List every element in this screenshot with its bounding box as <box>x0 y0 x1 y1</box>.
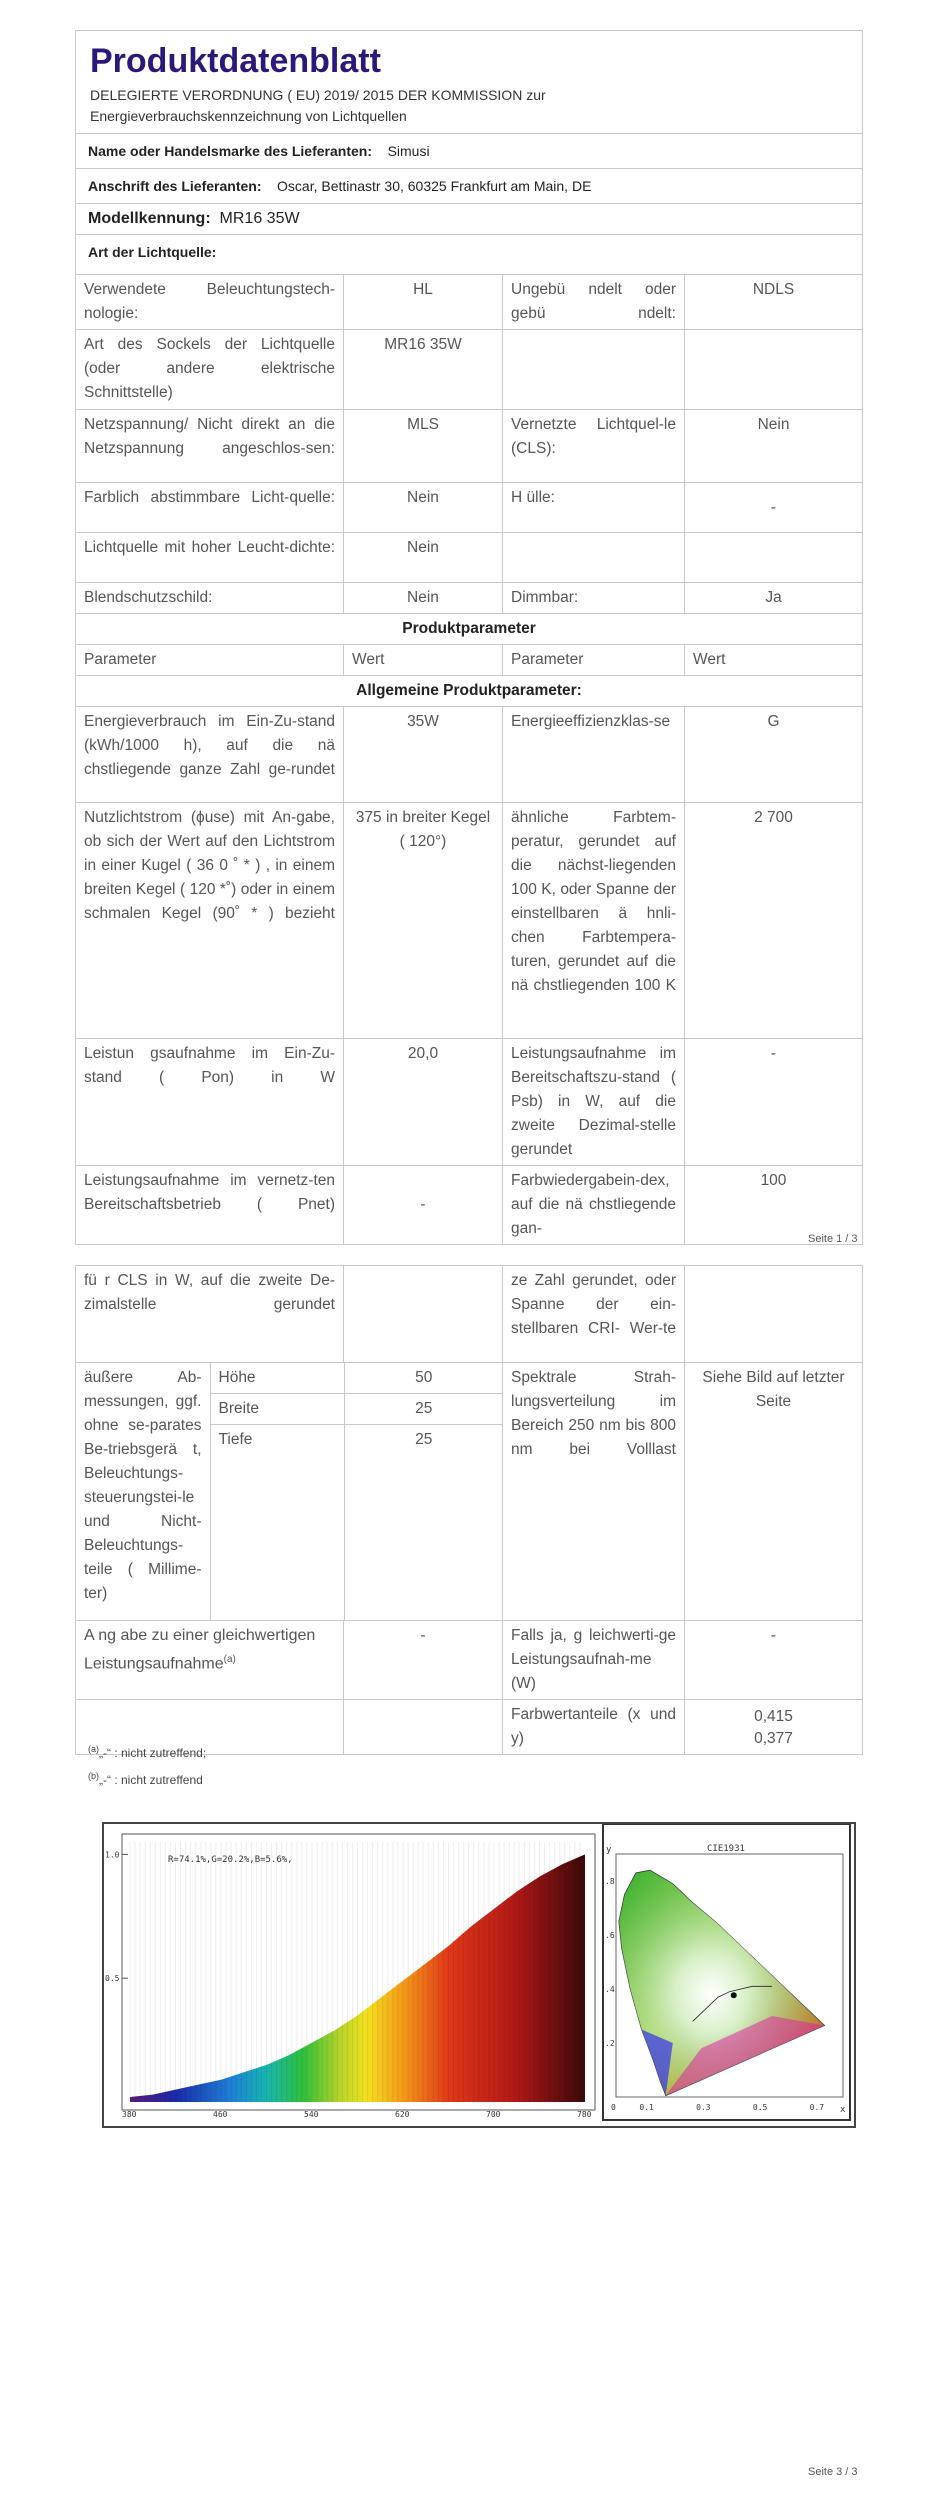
cie-x-tick-label: 0.7 <box>809 2103 825 2112</box>
param-value: HL <box>344 275 503 330</box>
param-value: - <box>685 1039 863 1166</box>
y-tick-label: 1.0 <box>105 1850 120 1860</box>
table-row <box>76 1166 863 1245</box>
if-yes-label: Falls ja, g leichwerti-ge Leistungsaufnah-me (W) <box>503 1621 685 1700</box>
param-value <box>685 533 863 583</box>
page-title: Produktdatenblatt <box>90 42 381 80</box>
table-row <box>76 330 863 410</box>
supplier-address-label: Anschrift des Lieferanten: <box>88 178 262 194</box>
param-label: ähnliche Farbtem-peratur, gerundet auf die nächst-liegenden 100 K, oder Spanne der einstellbaren ä hnli-chen Farbtempera-turen, gerundet auf die nä chstliegenden 100 K <box>503 803 685 1039</box>
param-label: Leistungsaufnahme im vernetz-ten Bereitschaftsbetrieb ( Pnet) <box>76 1166 344 1245</box>
cie-title: CIE1931 <box>707 1844 745 1854</box>
empty-cell <box>344 1266 503 1363</box>
dimension-name: Höhe <box>210 1363 344 1394</box>
param-label: Art des Sockels der Lichtquelle (oder andere elektrische Schnittstelle) <box>76 330 344 410</box>
datasheet-page-2 <box>75 1265 862 1755</box>
dimension-name: Breite <box>210 1394 344 1425</box>
param-value: 2 700 <box>685 803 863 1039</box>
product-params-header: Produktparameter <box>76 614 863 645</box>
cie-y-axis-label: y <box>606 1845 612 1855</box>
cie-x-axis-label: x <box>840 2105 846 2115</box>
empty-cell <box>344 1700 503 1755</box>
param-label: Dimmbar: <box>503 583 685 614</box>
param-label <box>503 533 685 583</box>
param-value: 35W <box>344 707 503 803</box>
dimension-value: 25 <box>344 1425 503 1456</box>
equivalent-value: - <box>344 1621 503 1700</box>
param-label: Farblich abstimmbare Licht-quelle: <box>76 483 344 533</box>
cie-x-tick-label: 0.1 <box>639 2103 654 2112</box>
spectrum-annotation: R=74.1%,G=20.2%,B=5.6%, <box>168 1855 293 1865</box>
x-tick-label: 700 <box>486 2110 501 2119</box>
column-header-row <box>76 645 863 676</box>
supplier-name-label: Name oder Handelsmarke des Lieferanten: <box>88 143 372 159</box>
cie-x-tick-label: 0 <box>611 2103 616 2112</box>
dimensions-cell <box>76 1363 503 1621</box>
model-value: MR16 35W <box>219 210 300 227</box>
spectral-value: Siehe Bild auf letzter Seite <box>685 1363 863 1621</box>
footnote-b <box>88 1771 203 1787</box>
col-value-header: Wert <box>685 645 863 676</box>
dimension-value: 50 <box>344 1363 503 1394</box>
param-label: Ungebü ndelt oder gebü ndelt: <box>503 275 685 330</box>
param-value: Nein <box>344 483 503 533</box>
footnote-a-mark: (a) <box>88 1744 99 1754</box>
footnote-a <box>88 1744 206 1760</box>
param-value: NDLS <box>685 275 863 330</box>
param-value <box>685 330 863 410</box>
param-label: fü r CLS in W, auf die zweite De-zimalstelle gerundet <box>76 1266 344 1363</box>
dimension-name: Tiefe <box>210 1425 344 1456</box>
cie-chart <box>602 1824 852 2122</box>
table-row <box>76 533 863 583</box>
x-tick-label: 620 <box>395 2110 410 2119</box>
chromaticity-y: 0,377 <box>754 1730 793 1747</box>
cie-y-tick-label: .2 <box>605 2039 615 2048</box>
param-value: - <box>685 483 863 533</box>
table-row <box>76 1039 863 1166</box>
x-tick-label: 780 <box>577 2110 592 2119</box>
footnote-b-mark: (b) <box>88 1771 99 1781</box>
general-params-header: Allgemeine Produktparameter: <box>76 676 863 707</box>
param-label: Energieverbrauch im Ein-Zu-stand (kWh/1000 h), auf die nä chstliegende ganze Zahl ge-rundet <box>76 707 344 803</box>
param-value: Nein <box>344 533 503 583</box>
param-label: Leistun gsaufnahme im Ein-Zu-stand ( Pon) in W <box>76 1039 344 1166</box>
param-value: 375 in breiter Kegel ( 120°) <box>344 803 503 1039</box>
supplier-name-value: Simusi <box>387 143 430 159</box>
param-label: Lichtquelle mit hoher Leucht-dichte: <box>76 533 344 583</box>
table-row <box>76 803 863 1039</box>
cie-x-tick-label: 0.3 <box>696 2103 711 2112</box>
dimension-value: 25 <box>344 1394 503 1425</box>
param-value: MR16 35W <box>344 330 503 410</box>
table-row <box>76 1266 863 1363</box>
dimensions-table <box>76 1363 503 1620</box>
param-value: Nein <box>344 583 503 614</box>
x-tick-label: 460 <box>213 2110 228 2119</box>
col-param-header: Parameter <box>503 645 685 676</box>
cie-y-tick-label: .6 <box>605 1931 615 1940</box>
if-yes-value: - <box>685 1621 863 1700</box>
param-label: Vernetzte Lichtquel-le (CLS): <box>503 410 685 483</box>
param-label: Farbwiedergabein-dex, auf die nä chstliegende gan- <box>503 1166 685 1245</box>
page-number-1: Seite 1 / 3 <box>808 1233 858 1245</box>
y-tick-label: 0.5 <box>105 1974 120 1984</box>
regulation-line-1: DELEGIERTE VERORDNUNG ( EU) 2019/ 2015 DER KOMMISSION zur <box>90 87 546 103</box>
param-value: 20,0 <box>344 1039 503 1166</box>
param-value: 100 <box>685 1166 863 1245</box>
footnote-a-text: „-“ : nicht zutreffend; <box>99 1746 207 1760</box>
param-value: Ja <box>685 583 863 614</box>
param-value: Nein <box>685 410 863 483</box>
param-value: - <box>344 1166 503 1245</box>
chromaticity-x: 0,415 <box>754 1708 793 1725</box>
equivalent-label-text: A ng abe zu einer gleichwertigen Leistungsaufnahme <box>84 1627 316 1673</box>
param-label: Energieeffizienzklas-se <box>503 707 685 803</box>
table-row <box>76 707 863 803</box>
x-tick-label: 540 <box>304 2110 319 2119</box>
table-row <box>76 410 863 483</box>
datasheet-page-1 <box>75 30 862 1245</box>
param-label: Netzspannung/ Nicht direkt an die Netzspannung angeschlos-sen: <box>76 410 344 483</box>
param-label: Blendschutzschild: <box>76 583 344 614</box>
table-row <box>76 1621 863 1700</box>
empty-cell <box>685 1266 863 1363</box>
datasheet-continuation-table <box>75 1265 863 1755</box>
table-row <box>76 483 863 533</box>
footnote-b-text: „-“ : nicht zutreffend <box>99 1773 203 1787</box>
model-label: Modellkennung: <box>88 210 211 227</box>
col-value-header: Wert <box>344 645 503 676</box>
param-label: ze Zahl gerundet, oder Spanne der ein-stellbaren CRI- Wer-te <box>503 1266 685 1363</box>
param-label: Leistungsaufnahme im Bereitschaftszu-stand ( Psb) in W, auf die zweite Dezimal-stelle gerundet <box>503 1039 685 1166</box>
spectrum-chart <box>104 1824 602 2122</box>
chromaticity-point <box>731 1992 737 1998</box>
table-row <box>76 1363 863 1621</box>
table-row <box>76 275 863 330</box>
spectral-distribution-figure <box>102 1822 856 2128</box>
spectral-label: Spektrale Strah-lungsverteilung im Bereich 250 nm bis 800 nm bei Volllast <box>503 1363 685 1621</box>
footnote-ref: (a) <box>223 1654 236 1665</box>
param-label: Verwendete Beleuchtungstech-nologie: <box>76 275 344 330</box>
light-type-label: Art der Lichtquelle: <box>88 244 217 260</box>
chromaticity-values <box>685 1700 863 1755</box>
param-value: MLS <box>344 410 503 483</box>
param-value: G <box>685 707 863 803</box>
cie-x-tick-label: 0.5 <box>752 2103 768 2112</box>
col-param-header: Parameter <box>76 645 344 676</box>
param-label: Nutzlichtstrom (ϕuse) mit An-gabe, ob sich der Wert auf den Lichtstrom in einer Kugel ( 36 0 ˚ * ) , in einem breiten Kegel ( 120 *˚) oder in einem schmalen Kegel (90˚ * ) bezieht <box>76 803 344 1039</box>
cie-y-tick-label: .4 <box>605 1985 615 1994</box>
table-row <box>76 583 863 614</box>
param-label <box>503 330 685 410</box>
supplier-address-value: Oscar, Bettinastr 30, 60325 Frankfurt am Main, DE <box>277 178 592 194</box>
x-tick-label: 380 <box>122 2110 137 2119</box>
chromaticity-label: Farbwertanteile (x und y) <box>503 1700 685 1755</box>
param-label: H ülle: <box>503 483 685 533</box>
datasheet-header-table <box>75 30 863 1245</box>
regulation-line-2: Energieverbrauchskennzeichnung von Lichtquellen <box>90 108 407 124</box>
page-number-3: Seite 3 / 3 <box>808 2466 858 2478</box>
cie-y-tick-label: .8 <box>605 1877 615 1886</box>
equivalent-label <box>76 1621 344 1700</box>
dimensions-label: äußere Ab-messungen, ggf. ohne se-parates Be-triebsgerä t, Beleuchtungs-steuerungstei-le und Nicht-Beleuchtungs-teile ( Millime-ter) <box>76 1363 210 1620</box>
